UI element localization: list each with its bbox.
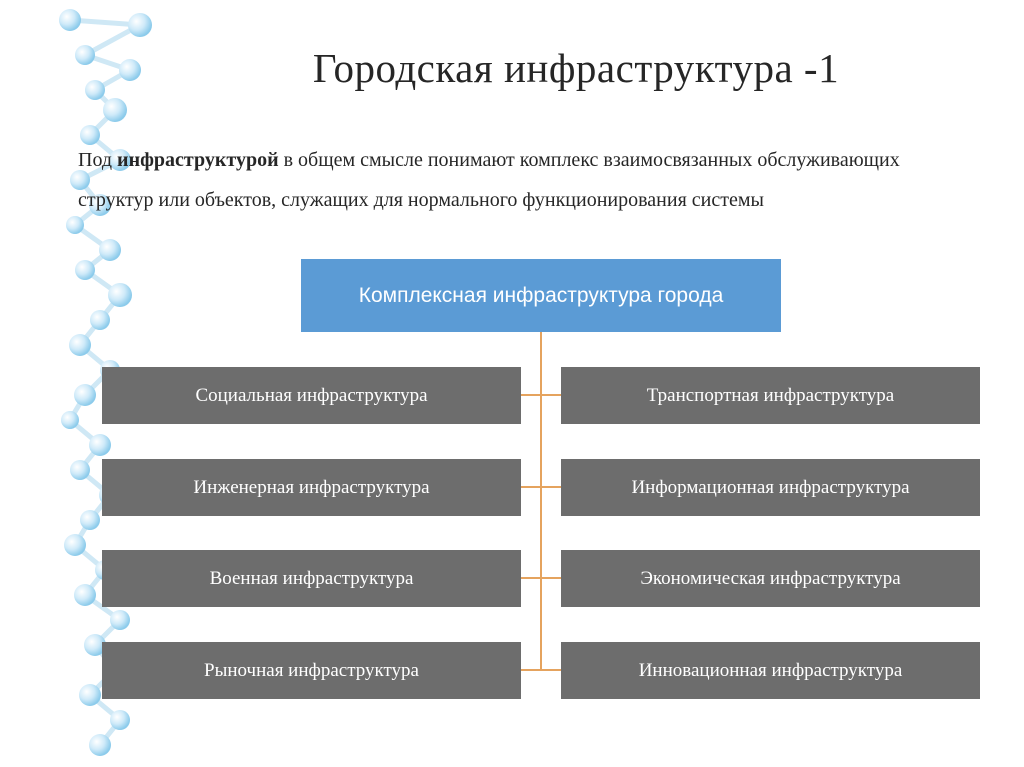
intro-suffix: в общем смысле понимают комплекс взаимосвязанных обслуживающих структур или объектов, служащих для нормального функционирования системы — [78, 149, 900, 211]
slide-title: Городская инфраструктура -1 — [312, 45, 840, 91]
node-social: Социальная инфраструктура — [102, 367, 521, 424]
intro-prefix: Под — [78, 149, 118, 171]
node-market: Рыночная инфраструктура — [102, 642, 521, 699]
node-military: Военная инфраструктура — [102, 550, 521, 607]
node-engineering: Инженерная инфраструктура — [102, 459, 521, 516]
intro-term: инфраструктурой — [117, 149, 279, 171]
node-transport: Транспортная инфраструктура — [561, 367, 980, 424]
node-innovation: Инновационная инфраструктура — [561, 642, 980, 699]
node-information: Информационная инфраструктура — [561, 459, 980, 516]
node-economic: Экономическая инфраструктура — [561, 550, 980, 607]
root-node: Комплексная инфраструктура города — [301, 259, 781, 332]
